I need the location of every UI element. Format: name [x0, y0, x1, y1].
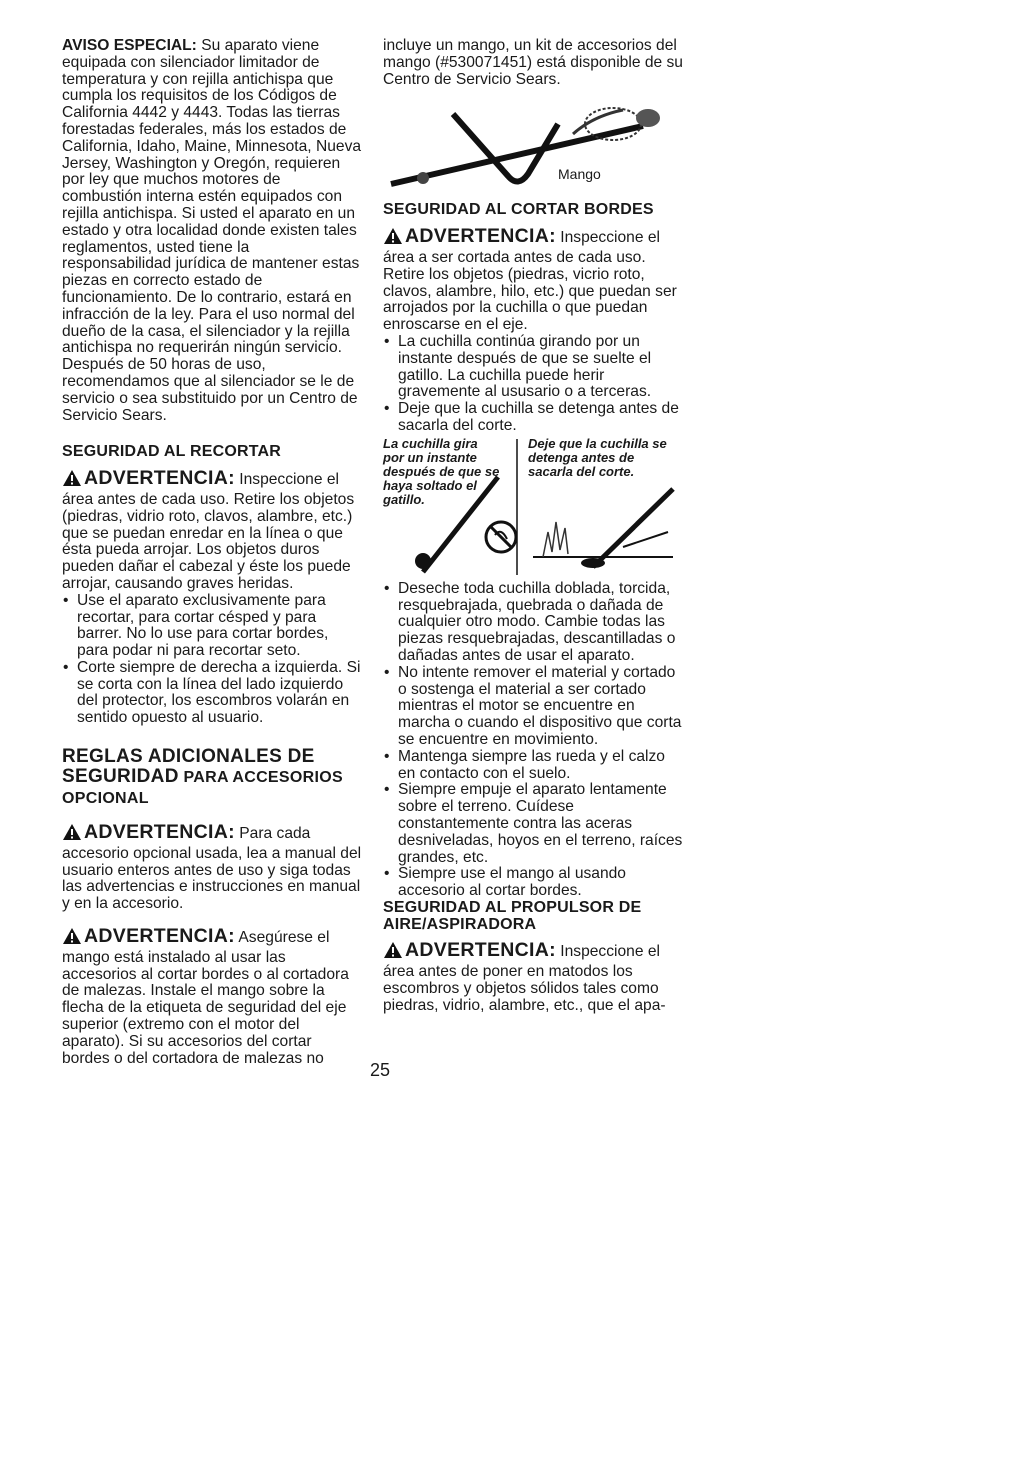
warning-2-text: Para cada accesorio opcional usada, lea a manual del usuario enteros antes de uso y siga todas las advertencias e instrucciones en manual y en la accesorio. [62, 825, 362, 913]
recortar-bullet-list [62, 593, 362, 727]
blade-illustration [383, 437, 683, 577]
warning-1 [62, 469, 362, 593]
list-item: • Mantenga siempre las rueda y el calzo en contacto con el suelo. [383, 749, 683, 783]
warning-4-label: ADVERTENCIA: [405, 225, 556, 248]
aviso-paragraph [62, 38, 362, 424]
warning-3-label: ADVERTENCIA: [84, 925, 235, 948]
warning-1-label: ADVERTENCIA: [84, 467, 235, 490]
warning-3-text: Asegúrese el mango está instalado al usar las accesorios al cortar bordes o al cortadora de malezas. Instale el mango sobre la flecha de la etiqueta de seguridad del eje superior (extremo con el motor del aparato). Si su accesorios del cortar bordes o del cortadora de malezas no [62, 929, 349, 1067]
fig2-left-caption: La cuchilla gira por un instante después de que se haya soltado el gatillo. [383, 435, 500, 507]
aviso-text: Su aparato viene equipada con silenciador limitador de temperatura y con rejilla antichispa que cumpla los requisitos de los Códigos de California 4442 y 4443. Todas las tierras forestadas federales, más los estados de California, Idaho, Maine, Minnesota, Nueva Jersey, Washington y Oregón, requieren por ley que muchos motores de combustión interna estén equipados con rejilla antichispa. Si usted el aparato en un estado y otra localidad donde existen tales reglamentos, usted tiene la responsabilidad jurídica de mantener estas piezas en correcto estado de funcionamiento. De lo contrario, estará en infracción de la ley. Para el uso normal del dueño de la casa, el silenciador y la rejilla antichispa no requerirán ningún servicio. Después de 50 horas de uso, recomendamos que al silenciador se le de servicio o sea substituido por un Centro de Servicio Sears. [62, 37, 362, 424]
warning-3 [62, 927, 362, 1067]
mango-label: Mango [558, 166, 601, 183]
seg-bordes-heading: SEGURIDAD AL CORTAR BORDES [383, 201, 654, 219]
seg-recortar-heading: SEGURIDAD AL RECORTAR [62, 443, 282, 461]
warning-triangle-icon [62, 469, 82, 492]
bordes-bullet-list-2 [383, 581, 683, 900]
list-item: • Use el aparato exclusivamente para recortar, para cortar césped y para barrer. No lo use para cortar bordes, para podar ni para recortar seto. [62, 593, 362, 660]
right-column [383, 38, 683, 1015]
aviso-title: AVISO ESPECIAL: [62, 37, 197, 54]
reglas-heading [62, 747, 362, 809]
reglas-heading-part2: PARA ACCESORIOS OPCIONAL [62, 769, 343, 808]
bordes-bullet-list-1 [383, 334, 683, 435]
list-item: • Deseche toda cuchilla doblada, torcida, resquebrajada, quebrada o dañada de cualquier otro modo. Cambie todas las piezas resquebrajadas, descantilladas o dañadas antes de usar el aparato. [383, 581, 683, 665]
warning-4-text: Inspeccione el área a ser cortada antes de cada uso. Retire los objetos (piedras, vicrio roto, clavos, alambre, hilo, etc.) que puedan ser arrojados por la cuchilla o que puedan enroscarse en el eje. [383, 229, 677, 334]
warning-5-text: Inspeccione el área antes de poner en matodos los escombros y objetos sólidos tales como piedras, vidrio, alambre, etc., que el apa- [383, 943, 666, 1014]
page-number: 25 [370, 1060, 391, 1080]
warning-triangle-icon [62, 927, 82, 950]
blade-safety-figure [383, 437, 683, 577]
intro-text: incluye un mango, un kit de accesorios del mango (#530071451) está disponible de su Centro de Servicio Sears. [383, 37, 683, 88]
warning-5 [383, 941, 683, 1014]
warning-2 [62, 823, 362, 913]
list-item: • Deje que la cuchilla se detenga antes de sacarla del corte. [383, 401, 683, 435]
list-item: • No intente remover el material y cortado o sostenga el material a ser cortado mientras el motor se encuentre en marcha o cuando el dispositivo que corta se encuentre en movimiento. [383, 665, 683, 749]
trimmer-handle-illustration [383, 96, 683, 196]
list-item: • Siempre empuje el aparato lentamente sobre el terreno. Cuídese constantemente contra las aceras desniveladas, hoyos en el terreno, raíces grandes, etc. [383, 782, 683, 866]
warning-triangle-icon [383, 227, 403, 250]
left-column [62, 38, 362, 1067]
warning-triangle-icon [383, 941, 403, 964]
list-item: • La cuchilla continúa girando por un instante después de que se suelte el gatillo. La cuchilla puede herir gravemente al ususario o a terceras. [383, 334, 683, 401]
propulsor-heading: SEGURIDAD AL PROPULSOR DE AIRE/ASPIRADORA [383, 898, 642, 933]
fig2-right-caption: Deje que la cuchilla se detenga antes de sacarla del corte. [528, 435, 667, 479]
reglas-heading-part1: REGLAS ADICIONALES DE SEGURIDAD [62, 746, 315, 788]
warning-5-label: ADVERTENCIA: [405, 939, 556, 962]
list-item: • Corte siempre de derecha a izquierda. Si se corta con la línea del lado izquierdo del protector, los escombros volarán en sentido opuesto al usuario. [62, 660, 362, 727]
mango-figure [383, 96, 683, 196]
warning-1-text: Inspeccione el área antes de cada uso. Retire los objetos (piedras, vidrio roto, clavos, alambre, etc.) que se puedan enredar en la línea o que ésta pueda arrojar. Los objetos duros pueden dañar el cabezal y éste los puede arrojar, causando graves heridas. [62, 471, 355, 592]
warning-2-label: ADVERTENCIA: [84, 821, 235, 844]
list-item: • Siempre use el mango al usando accesorio al cortar bordes. [383, 866, 683, 900]
warning-triangle-icon [62, 823, 82, 846]
warning-4 [383, 227, 683, 334]
